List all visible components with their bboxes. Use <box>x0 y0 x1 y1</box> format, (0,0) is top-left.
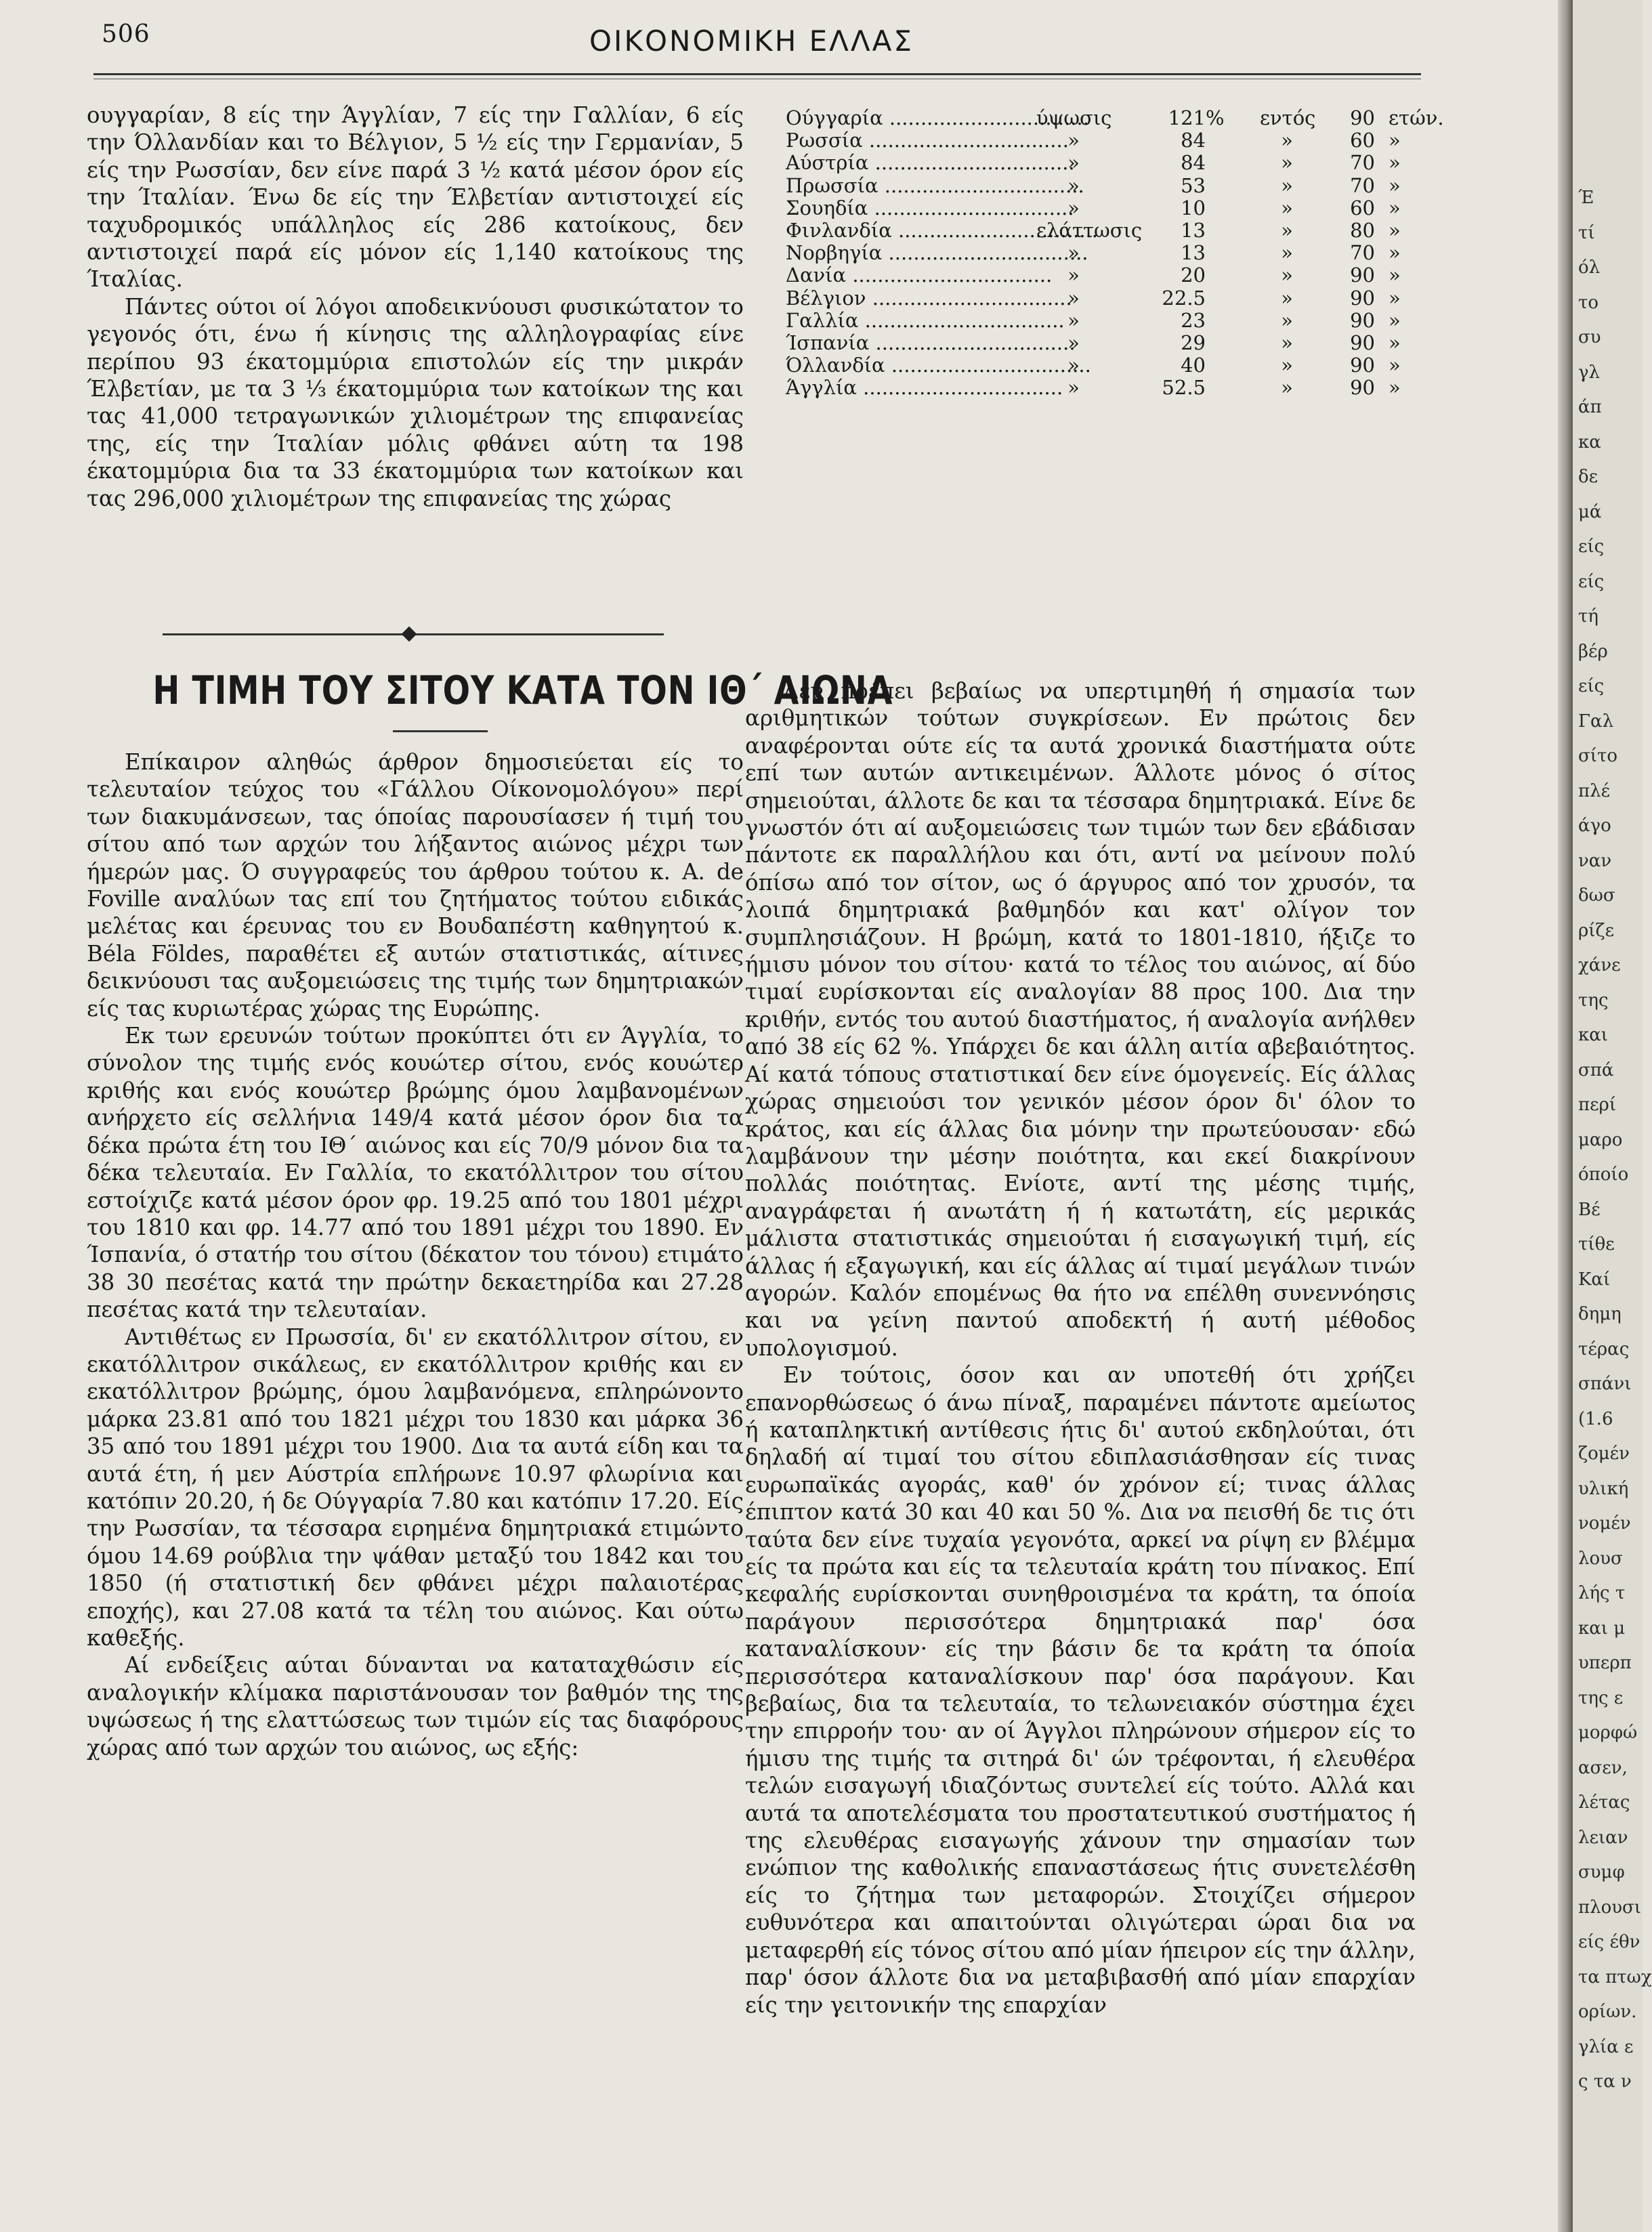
value-cell: 84 <box>1181 151 1206 175</box>
table-row <box>786 377 1436 399</box>
country-cell: Ίσπανία ..... <box>786 332 989 354</box>
country-cell: Άγγλία ..... <box>786 377 989 399</box>
country-cell: Δανία ..... <box>786 264 989 287</box>
facing-page-fragment: Βέ <box>1578 1199 1601 1220</box>
table-row <box>786 242 1436 264</box>
facing-page-fragment: Καί <box>1578 1269 1611 1290</box>
within-cell: » <box>1281 173 1293 197</box>
paragraph: Αί ενδείξεις αύται δύνανται να καταταχθώσιν είς αναλογικήν κλίμακα παριστάνουσαν τον βαθμόν της της υψώσεως ή της ελαττώσεως των τιμών είς τας διαφόρους χώρας από των αρχών του αιώνος, ως εξής: <box>87 1652 744 1761</box>
facing-page-fragment: πλουσι <box>1578 1897 1641 1918</box>
facing-page-fragment: της <box>1578 990 1609 1011</box>
facing-page-fragment: λής τ <box>1578 1583 1626 1603</box>
facing-page-fragment: άγο <box>1578 816 1611 836</box>
table-row <box>786 287 1436 310</box>
country-cell: Ρωσσία ..... <box>786 129 989 152</box>
facing-page-fragment: συ <box>1578 327 1601 348</box>
facing-page-fragment: πλέ <box>1578 780 1611 801</box>
facing-page-fragment: κα <box>1578 431 1601 452</box>
value-cell: 52.5 <box>1162 376 1206 400</box>
years-cell: 70 <box>1350 241 1375 265</box>
within-cell: » <box>1281 196 1293 219</box>
value-cell: 10 <box>1181 196 1206 219</box>
tail-cell: » <box>1389 241 1401 265</box>
article-title: Η ΤΙΜΗ ΤΟΥ ΣΙΤΟΥ ΚΑΤΑ ΤΟΝ ΙΘ΄ ΑΙΩΝΑ <box>152 667 893 713</box>
facing-page-fragment: δε <box>1578 467 1598 487</box>
paragraph: Δεν πρέπει βεβαίως να υπερτιμηθή ή σημασία των αριθμητικών τούτων συγκρίσεων. Εν πρώτοις δεν αναφέρονται ούτε είς τα αυτά χρονικά διαστήματα ούτε επί των αυτών αντικειμένων. Άλλοτε μόνος ό σίτος σημειούται, άλλοτε δε και τα τέσσαρα δημητριακά. Είνε δε γνωστόν ότι αί αυξομειώσεις των τιμών των δεν εβάδισαν πάντοτε εκ παραλλήλου και ότι, αντί να μείνουν πολύ όπίσω από τον σίτον, ως ό άργυρος από τον χρυσόν, τα λοιπά δημητριακά βαθμηδόν και κατ' ολίγον τον συμπλησιάζουν. Η βρώμη, κατά το 1801-1810, ήξιζε το ήμισυ μόνον του σίτου· κατά το τέλος του αιώνος, αί δύο τιμαί ευρίσκονται είς αναλογίαν 88 προς 100. Δια την κριθήν, εντός του αυτού διαστήματος, ή αναλογία ανήλθεν από 38 είς 62 %. Υπάρχει δε και άλλη αιτία αβεβαιότητος. Αί κατά τόπους στατιστικαί δεν είνε όμογενείς. Είς άλλας χώρας σημειούσι τον γενικόν μέσον όρον δι' όλον το κράτος, και είς άλλας δια μόνην την πρωτεύουσαν· εδώ λαμβάνουν την μέσην ποιότητα, και εκεί διακρίνουν πολλάς ποιότητας. Ενίοτε, αντί της μέσης τιμής, αναγράφεται ή ανωτάτη ή ή κατωτάτη, είς μερικάς μάλιστα στατιστικάς σημειούται ή εισαγωγική τιμή, είς άλλας ή εξαγωγική, και είς άλλας αί τιμαί μεγάλων τινών αγορών. Καλόν επομένως θα ήτο να επέλθη συνεννόησις και να γείνη παντού αποδεκτή ή αυτή μέθοδος υπολογισμού. <box>745 678 1416 1361</box>
tail-cell: » <box>1389 331 1401 354</box>
tail-cell: » <box>1389 376 1401 400</box>
paragraph: Εκ των ερευνών τούτων προκύπτει ότι εν Άγγλία, το σύνολον της τιμής ενός κουώτερ σίτου, ενός κουώτερ κριθής και ενός κουώτερ βρώμης όμου λαμβανομένων ανήρχετο είς σελλήνια 149/4 κατά μέσον όρον δια τα δέκα πρώτα έτη του ΙΘ΄ αιώνος και είς 70/9 μόνον δια τα δέκα τελευταία. Εν Γαλλία, το εκατόλλιτρον του σίτου εστοίχιζε κατά μέσον όρον φρ. 19.25 από του 1801 μέχρι του 1810 και φρ. 14.77 από του 1891 μέχρι του 1890. Εν Ίσπανία, ό στατήρ του σίτου (δέκατον του τόνου) ετιμάτο 38 30 πεσέτας κατά την πρώτην δεκαετηρίδα και 27.28 πεσέτας κατά την τελευταίαν. <box>87 1023 744 1323</box>
value-cell: 13 <box>1181 241 1206 265</box>
tail-cell: » <box>1389 286 1401 310</box>
facing-page-fragment: της ε <box>1578 1687 1624 1708</box>
left-column-article <box>87 749 744 1761</box>
value-cell: 22.5 <box>1162 286 1206 310</box>
direction-cell: ύψωσις <box>1036 106 1112 129</box>
years-cell: 90 <box>1350 331 1375 354</box>
direction-cell: » <box>1067 308 1080 332</box>
within-cell: εντός <box>1260 106 1316 129</box>
facing-page-fragment: ασεν, <box>1578 1757 1628 1778</box>
tail-cell: » <box>1389 129 1401 152</box>
facing-page-fragment: χάνε <box>1578 955 1621 975</box>
within-cell: » <box>1281 354 1293 377</box>
facing-page-fragment: μορφώ <box>1578 1723 1638 1743</box>
tail-cell: » <box>1389 308 1401 332</box>
price-change-table <box>786 106 1444 400</box>
tail-cell: » <box>1389 354 1401 377</box>
page-number: 506 <box>102 20 150 48</box>
years-cell: 90 <box>1350 354 1375 377</box>
facing-page-fragment: τα πτωχ <box>1578 1966 1652 1987</box>
years-cell: 90 <box>1350 106 1375 129</box>
direction-cell: » <box>1067 331 1080 354</box>
facing-page-fragment: άπ <box>1578 397 1602 417</box>
value-cell: 84 <box>1181 129 1206 152</box>
direction-cell: » <box>1067 286 1080 310</box>
book-gutter <box>1558 0 1573 2232</box>
facing-page-fragment: τέρας <box>1578 1339 1630 1360</box>
facing-page-fragment: νομέν <box>1578 1513 1631 1534</box>
table-row <box>786 310 1436 332</box>
facing-page-fragment: ζομέν <box>1578 1444 1630 1464</box>
facing-page-fragment: μά <box>1578 501 1602 522</box>
facing-page-fragment: βέρ <box>1578 641 1608 662</box>
facing-page-fragment: το <box>1578 292 1599 313</box>
direction-cell: » <box>1067 354 1080 377</box>
years-cell: 70 <box>1350 151 1375 175</box>
facing-page-fragment: λέτας <box>1578 1792 1630 1813</box>
facing-page-fragment: υπερπ <box>1578 1653 1632 1673</box>
country-cell: Όλλανδία ..... <box>786 354 989 377</box>
within-cell: » <box>1281 151 1293 175</box>
within-cell: » <box>1281 264 1293 287</box>
facing-page-fragment: μαρο <box>1578 1129 1623 1150</box>
country-cell: Βέλγιον ..... <box>786 287 989 310</box>
table-row <box>786 219 1436 242</box>
direction-cell: » <box>1067 196 1080 219</box>
table-row <box>786 152 1436 174</box>
direction-cell: » <box>1067 151 1080 175</box>
tail-cell: » <box>1389 218 1401 242</box>
years-cell: 70 <box>1350 173 1375 197</box>
direction-cell: » <box>1067 376 1080 400</box>
table-row <box>786 106 1444 129</box>
facing-page-fragment: όλ <box>1578 257 1601 278</box>
facing-page-fragment: δημη <box>1578 1304 1622 1324</box>
paragraph: Επίκαιρον αληθώς άρθρον δημοσιεύεται είς το τελευταίον τεύχος του «Γάλλου Οίκονομολόγου» περί των διακυμάνσεων, τας όποίας παρουσίασεν ή τιμή του σίτου από των αρχών του λήξαντος αιώνος μέχρι των ήμερών μας. Ό συγγραφεύς του άρθρου τούτου κ. A. de Foville αναλύων τας επί του ζητήματος τούτου ειδικάς μελέτας και έρευνας του εν Βουδαπέστη καθηγητού κ. Béla Földes, παραθέτει εξ αυτών στατιστικάς, αίτινες δεικνύουσι τας αυξομειώσεις της τιμής των δημητριακών είς τας κυριωτέρας χώρας της Ευρώπης. <box>87 749 744 1022</box>
facing-page-fragment: λειαν <box>1578 1827 1628 1848</box>
within-cell: » <box>1281 331 1293 354</box>
years-cell: 90 <box>1350 286 1375 310</box>
years-cell: 60 <box>1350 196 1375 219</box>
within-cell: » <box>1281 218 1293 242</box>
facing-page-fragment: όποίο <box>1578 1164 1629 1185</box>
table-row <box>786 175 1436 197</box>
facing-page-fragment: ορίων. <box>1578 2002 1637 2022</box>
facing-page-fragment: τίθε <box>1578 1234 1615 1255</box>
years-cell: 90 <box>1350 376 1375 400</box>
value-cell: 23 <box>1181 308 1206 332</box>
direction-cell: » <box>1067 173 1080 197</box>
country-cell: Αύστρία ..... <box>786 152 989 174</box>
value-cell: 121 <box>1168 106 1206 129</box>
facing-page-fragment: ναν <box>1578 850 1612 871</box>
years-cell: 90 <box>1350 308 1375 332</box>
tail-cell: » <box>1389 196 1401 219</box>
tail-cell: » <box>1389 264 1401 287</box>
divider-ornament-icon <box>402 627 417 642</box>
facing-page-fragment: σπά <box>1578 1059 1614 1080</box>
within-cell: » <box>1281 129 1293 152</box>
facing-page-fragment: δωσ <box>1578 885 1615 906</box>
table-row <box>786 354 1436 377</box>
tail-cell: » <box>1389 151 1401 175</box>
title-underline <box>393 730 488 732</box>
tail-cell: » <box>1389 173 1401 197</box>
value-cell: 13 <box>1181 218 1206 242</box>
facing-page-fragment: και μ <box>1578 1618 1626 1639</box>
within-cell: » <box>1281 286 1293 310</box>
value-cell: 20 <box>1181 264 1206 287</box>
value-cell: 53 <box>1181 173 1206 197</box>
facing-page-fragment: (1.6 <box>1578 1408 1613 1429</box>
facing-page-fragment: τή <box>1578 606 1598 627</box>
facing-page-fragment: ς τα ν <box>1578 2071 1632 2092</box>
facing-page-fragment: ρίζε <box>1578 920 1615 941</box>
within-cell: » <box>1281 376 1293 400</box>
paragraph: Πάντες ούτοι οί λόγοι αποδεικνύουσι φυσικώτατον το γεγονός ότι, ένω ή κίνησις της αλληλογραφίας είνε περίπου 93 έκατομμύρια επιστολών είς την μικράν Έλβετίαν, με τα 3 ⅓ έκατομμύρια των κατοίκων της και τας 41,000 τετραγωνικών χιλιομέτρων της επιφανείας της, είς την Ίταλίαν μόλις φθάνει αύτη τα 198 έκατομμύρια δια τα 33 έκατομμύρια των κατοίκων και τας 296,000 χιλιομέτρων της επιφανείας της χώρας <box>87 293 744 511</box>
years-cell: 90 <box>1350 264 1375 287</box>
value-cell: 40 <box>1181 354 1206 377</box>
facing-page-fragment: είς <box>1578 536 1605 557</box>
facing-page-fragment: συμφ <box>1578 1862 1625 1882</box>
unit-cell: % <box>1206 106 1225 129</box>
facing-page-fragment: γλία ε <box>1578 2036 1634 2057</box>
facing-page-edge <box>1573 0 1652 2232</box>
country-cell: Νορβηγία ..... <box>786 242 989 264</box>
table-row <box>786 129 1436 152</box>
facing-page-fragment: τί <box>1578 222 1595 243</box>
years-cell: 60 <box>1350 129 1375 152</box>
facing-page-fragment: και <box>1578 1025 1609 1045</box>
direction-cell: » <box>1067 129 1080 152</box>
paragraph: ουγγαρίαν, 8 είς την Άγγλίαν, 7 είς την Γαλλίαν, 6 είς την Όλλανδίαν και το Βέλγιον, 5 ½ είς την Γερμανίαν, 5 είς την Ρωσσίαν, δεν είνε παρά 3 ½ κατά μέσον όρον είς την Ίταλίαν. Ένω δε είς την Έλβετίαν αντιστοιχεί είς ταχυδρομικός υπάλληλος είς 286 κατοίκους, δεν αντιστοιχεί παρά είς μόνον είς 1,140 κατοίκους της Ίταλίας. <box>87 102 744 293</box>
tail-cell: ετών. <box>1389 106 1444 129</box>
table-row <box>786 197 1436 219</box>
facing-page-fragment: Γαλ <box>1578 711 1614 732</box>
table-row <box>786 332 1436 354</box>
country-cell: Σουηδία ..... <box>786 197 989 219</box>
right-column <box>745 677 1416 2019</box>
value-cell: 29 <box>1181 331 1206 354</box>
paragraph: Αντιθέτως εν Πρωσσία, δι' εν εκατόλλιτρον σίτου, εν εκατόλλιτρον σικάλεως, εν εκατόλλιτρον κριθής και εν εκατόλλιτρον βρώμης, όμου λαμβανόμενα, επληρώνοντο μάρκα 23.81 από του 1821 μέχρι του 1830 και μάρκα 36 35 από του 1891 μέχρι του 1900. Δια τα αυτά είδη και τα αυτά έτη, ή μεν Αύστρία επλήρωνε 10.97 φλωρίνια και κατόπιν 20.20, ή δε Ούγγαρία 7.80 και κατόπιν 17.20. Είς την Ρωσσίαν, τα τέσσαρα ειρημένα δημητριακά ετιμώντο όμου 14.69 ρούβλια την ψάθαν μεταξύ του 1842 και του 1850 (ή στατιστική δεν φθάνει μέχρι παλαιοτέρας εποχής), και 27.08 κατά τα τέλη του αιώνος. Και ούτω καθεξής. <box>87 1324 744 1651</box>
facing-page-fragment: σίτο <box>1578 746 1617 766</box>
within-cell: » <box>1281 308 1293 332</box>
country-cell: Ούγγαρία ..... <box>786 107 989 129</box>
header-rule <box>93 73 1421 75</box>
facing-page-fragment: υλική <box>1578 1478 1629 1499</box>
table-row <box>786 264 1436 287</box>
direction-cell: ελάττωσις <box>1036 218 1143 242</box>
country-cell: Γαλλία ..... <box>786 310 989 332</box>
direction-cell: » <box>1067 264 1080 287</box>
facing-page-fragment: σπάνι <box>1578 1374 1632 1394</box>
direction-cell: » <box>1067 241 1080 265</box>
facing-page-fragment: Έ <box>1578 188 1594 208</box>
paragraph: Εν τούτοις, όσον και αν υποτεθή ότι χρήζει επανορθώσεως ό άνω πίναξ, παραμένει πάντοτε αμείωτος ή καταπληκτική αντίθεσις ήτις δι' αυτού εκδηλούται, ότι δηλαδή αί τιμαί του σίτου εδιπλασιάσθησαν είς τινας ευρωπαϊκάς αγοράς, καθ' όν χρόνον εί; τινας άλλας έπιπτον κατά 30 και 40 και 50 %. Δια να πεισθή δε τις ότι ταύτα δεν είνε τυχαία γεγονότα, αρκεί να ρίψη εν βλέμμα είς τα πρώτα και είς τα τελευταία κράτη του πίνακος. Επί κεφαλής ευρίσκονται συνηθροισμένα τα κράτη, τα όποία παράγουν περισσότερα δημητριακά παρ' όσα καταναλίσκουν· είς την βάσιν δε τα κράτη τα όποία περισσότερα καταναλίσκουν παρ' όσα παράγουν. Και βεβαίως, δια τα τελευταία, το τελωνειακόν σύστημα έχει την επιρροήν του· αν οί Άγγλοι πληρώνουν σήμερον είς το ήμισυ της τιμής τα σιτηρά δι' ών τρέφονται, ή ελευθέρα τελών εισαγωγή ιδιαζόντως συντελεί είς τούτο. Αλλά και αυτά τα αποτελέσματα του προστατευτικού συστήματος ή της ελευθέρας εισαγωγής χάνουν την σημασίαν των ενώπιον της καθολικής επαναστάσεως ήτις συνετελέσθη είς το ζήτημα των μεταφορών. Στοιχίζει σήμερον ευθυνότερα και απαιτούνται ολιγώτεραι ώραι δια να μεταφερθή είς τόνος σίτου από μίαν ήπειρον είς την άλλην, παρ' όσον άλλοτε δια να μεταβιβασθή από μίαν επαρχίαν είς την γειτονικήν της επαρχίαν <box>745 1362 1416 2018</box>
facing-page-fragment: περί <box>1578 1095 1617 1115</box>
left-column <box>87 102 744 512</box>
years-cell: 80 <box>1350 218 1375 242</box>
facing-page-fragment: είς έθν <box>1578 1932 1640 1952</box>
running-head: ΟΙΚΟΝΟΜΙΚΗ ΕΛΛΑΣ <box>589 24 914 58</box>
facing-page-fragment: είς <box>1578 676 1605 696</box>
facing-page-fragment: λουσ <box>1578 1548 1623 1569</box>
within-cell: » <box>1281 241 1293 265</box>
country-cell: Φινλανδία ..... <box>786 219 989 242</box>
facing-page-fragment: γλ <box>1578 362 1601 383</box>
country-cell: Πρωσσία ..... <box>786 175 989 197</box>
facing-page-fragment: είς <box>1578 571 1605 592</box>
